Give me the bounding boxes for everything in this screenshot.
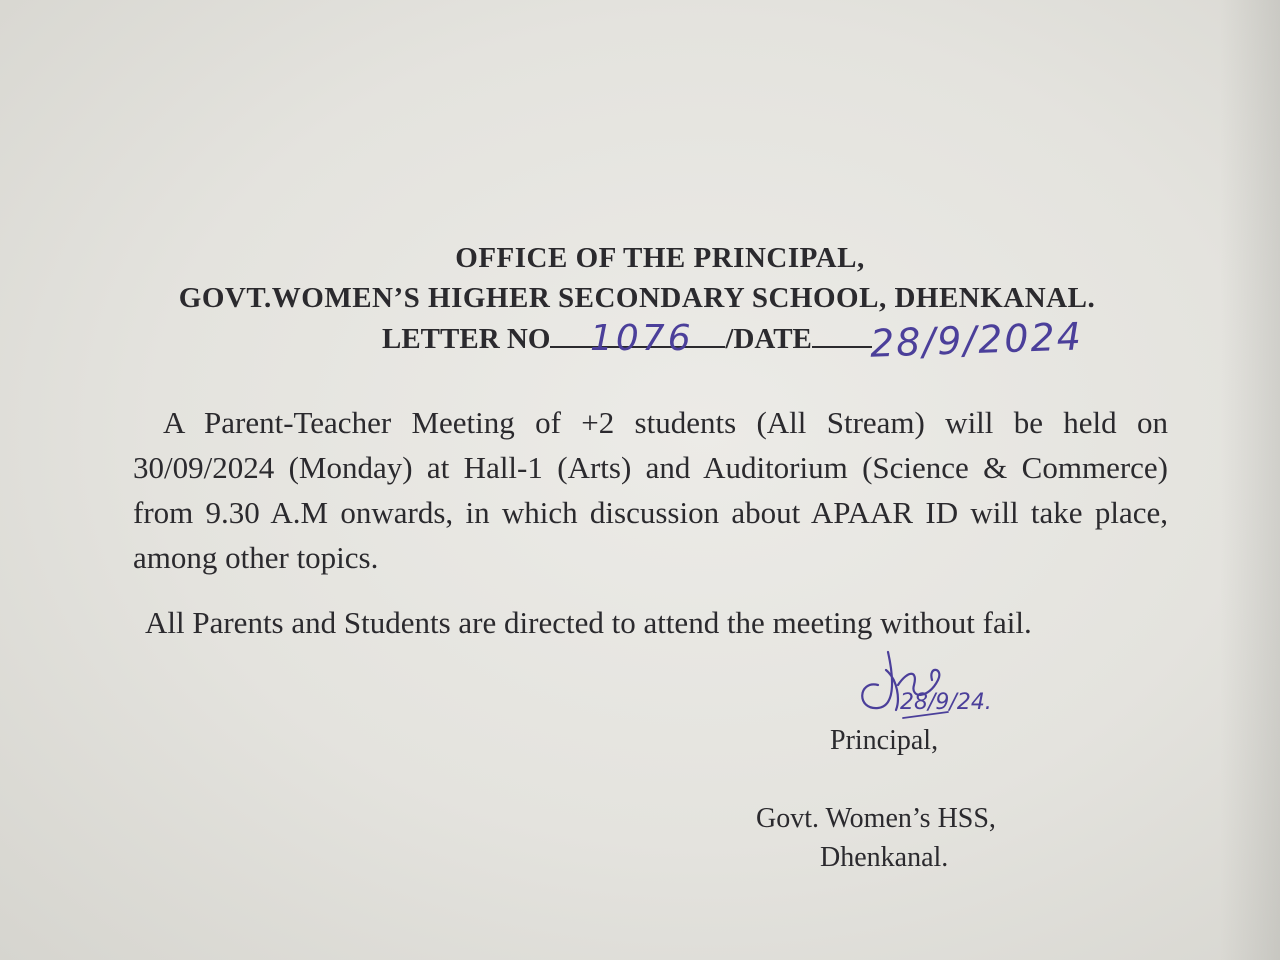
signatory-place: Dhenkanal. — [820, 842, 949, 873]
notice-paragraph-2: All Parents and Students are directed to attend the meeting without fail. — [145, 605, 1032, 640]
letter-no-label: LETTER NO — [382, 323, 551, 355]
signature-date: 28/9/24. — [900, 690, 992, 715]
letter-no-handwritten: 1076 — [590, 318, 694, 359]
signatory-school: Govt. Women’s HSS, — [756, 803, 996, 834]
notice-paragraph-1: A Parent-Teacher Meeting of +2 students (All Stream) will be held on 30/09/2024 (Monday) at Hall-1 (Arts) and Auditorium (Science & Commerce) from 9.30 A.M onwards, in which discussion about APAAR ID will take place, among other topics. — [133, 405, 1168, 575]
office-heading: OFFICE OF THE PRINCIPAL, — [455, 242, 865, 274]
school-heading: GOVT.WOMEN’S HIGHER SECONDARY SCHOOL, DHENKANAL. — [178, 282, 1096, 314]
paper-shadow-edge — [1220, 0, 1280, 960]
letter-date-label: /DATE — [725, 323, 812, 355]
signatory-title: Principal, — [830, 725, 939, 756]
letter-date-blank — [812, 320, 872, 348]
letter-date-handwritten: 28/9/2024 — [869, 314, 1084, 366]
